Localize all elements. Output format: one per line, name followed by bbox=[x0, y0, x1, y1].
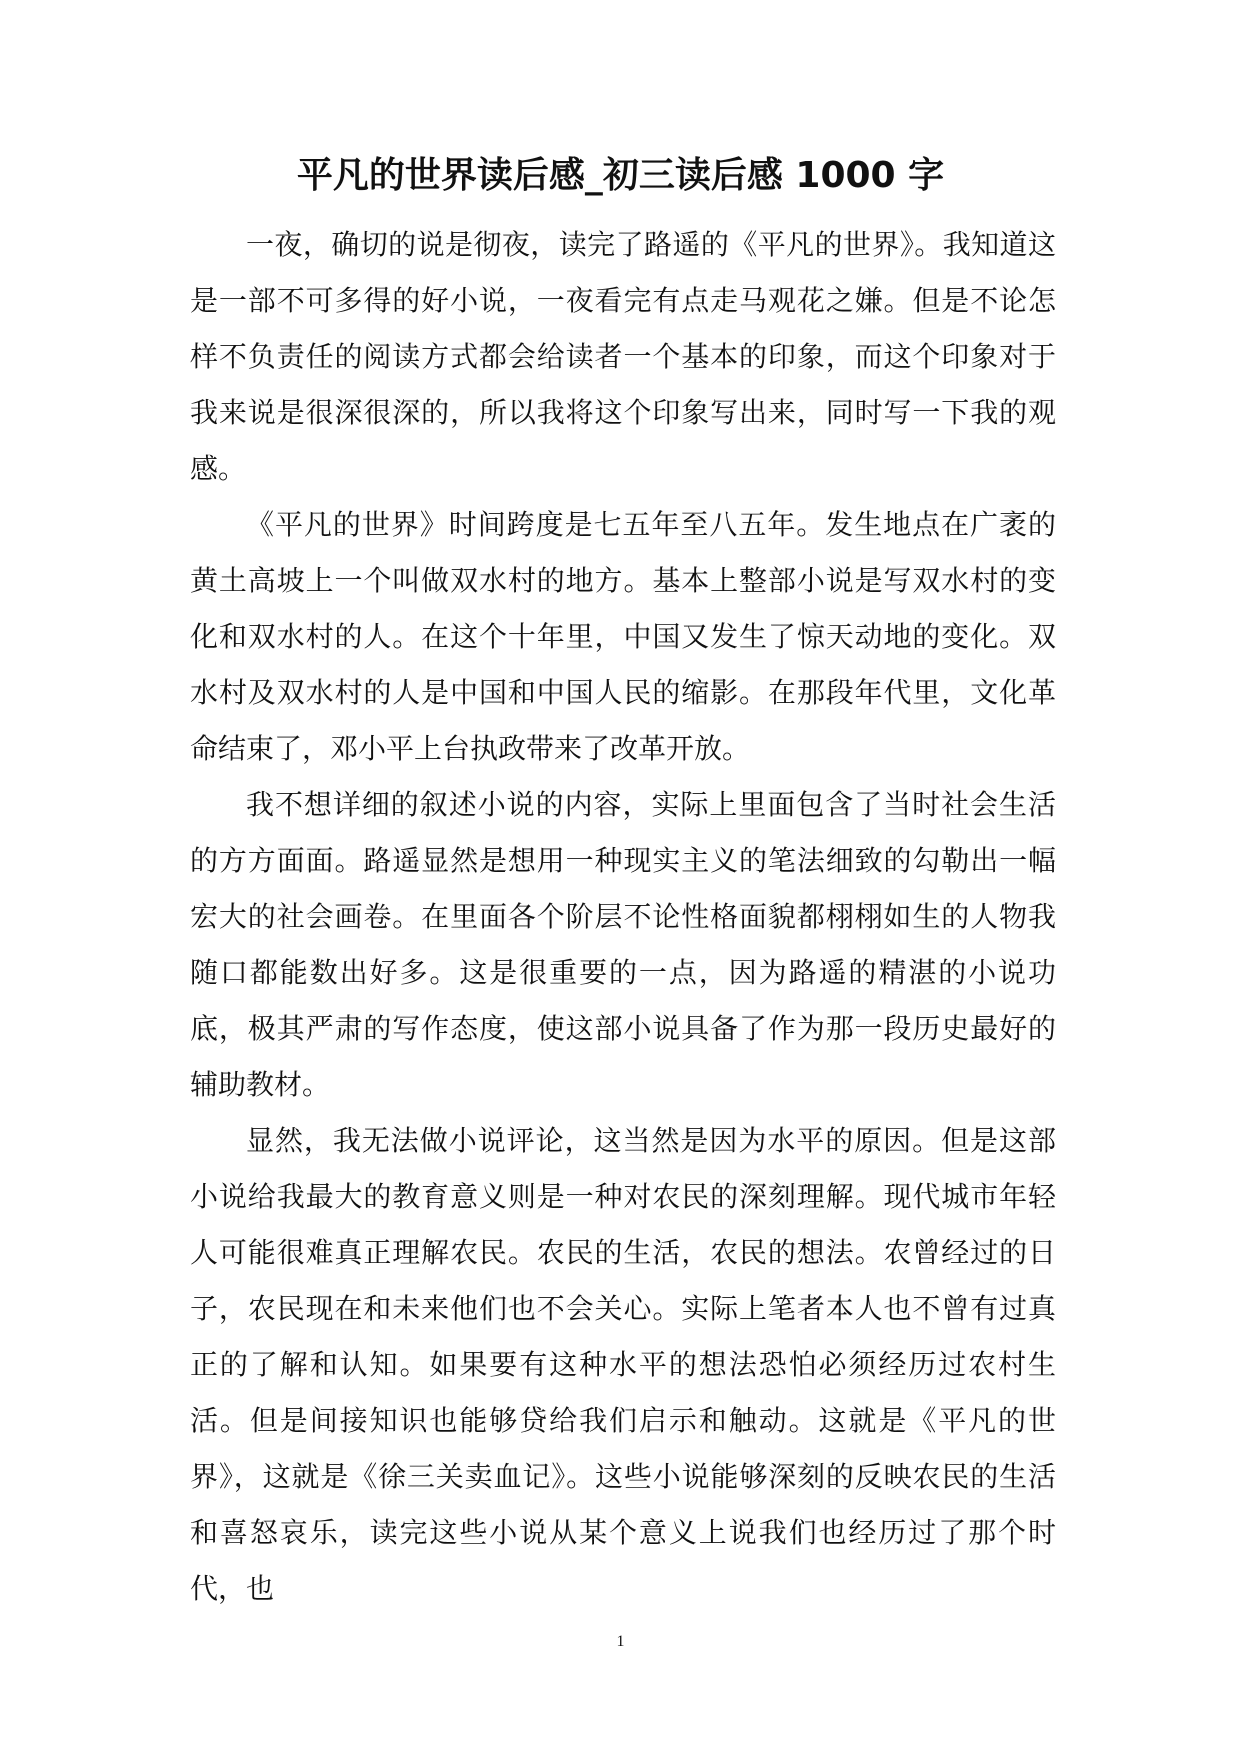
paragraph-2: 《平凡的世界》时间跨度是七五年至八五年。发生地点在广袤的黄土高坡上一个叫做双水村的地方。基本上整部小说是写双水村的变化和双水村的人。在这个十年里，中国又发生了惊天动地的变化。双水村及双水村的人是中国和中国人民的缩影。在那段年代里，文化革命结束了，邓小平上台执政带来了改革开放。 bbox=[190, 508, 1056, 765]
document-body bbox=[190, 217, 1056, 1617]
paragraph-4: 显然，我无法做小说评论，这当然是因为水平的原因。但是这部小说给我最大的教育意义则是一种对农民的深刻理解。现代城市年轻人可能很难真正理解农民。农民的生活，农民的想法。农曾经过的日子，农民现在和未来他们也不会关心。实际上笔者本人也不曾有过真正的了解和认知。如果要有这种水平的想法恐怕必须经历过农村生活。但是间接知识也能够贷给我们启示和触动。这就是《平凡的世界》，这就是《徐三关卖血记》。这些小说能够深刻的反映农民的生活和喜怒哀乐，读完这些小说从某个意义上说我们也经历过了那个时代，也 bbox=[190, 1124, 1056, 1605]
document-title: 平凡的世界读后感_初三读后感 1000 字 bbox=[296, 155, 945, 196]
paragraph-3: 我不想详细的叙述小说的内容，实际上里面包含了当时社会生活的方方面面。路遥显然是想用一种现实主义的笔法细致的勾勒出一幅宏大的社会画卷。在里面各个阶层不论性格面貌都栩栩如生的人物我随口都能数出好多。这是很重要的一点，因为路遥的精湛的小说功底，极其严肃的写作态度，使这部小说具备了作为那一段历史最好的辅助教材。 bbox=[190, 788, 1056, 1101]
page-number: 1 bbox=[616, 1633, 625, 1650]
paragraph-1: 一夜，确切的说是彻夜，读完了路遥的《平凡的世界》。我知道这是一部不可多得的好小说，一夜看完有点走马观花之嫌。但是不论怎样不负责任的阅读方式都会给读者一个基本的印象，而这个印象对于我来说是很深很深的，所以我将这个印象写出来，同时写一下我的观感。 bbox=[190, 228, 1056, 485]
